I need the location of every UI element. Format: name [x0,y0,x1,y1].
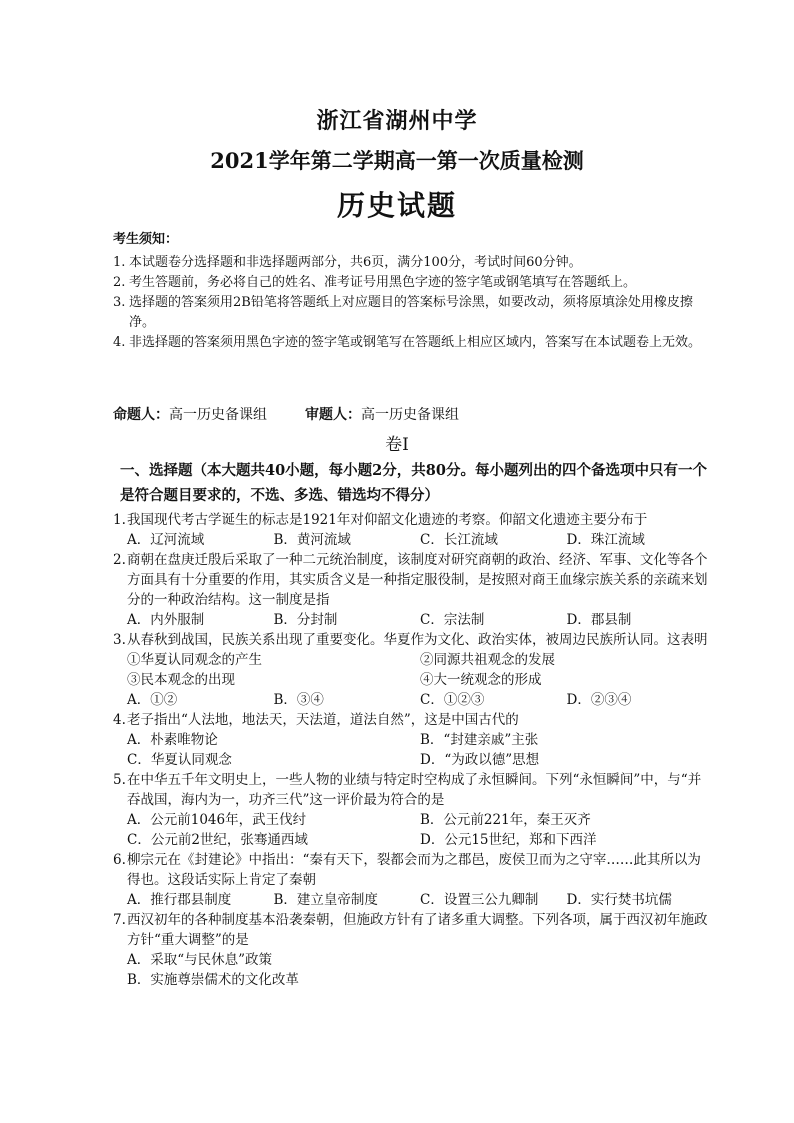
option: B．建立皇帝制度 [273,892,378,908]
question-item: 1. 我国现代考古学诞生的标志是1921年对仰韶文化遗迹的考察。仰韶文化遗迹主要分布于 [113,512,648,528]
question-options [113,690,713,710]
question-item: 6. 柳宗元在《封建论》中指出：“秦有天下，裂都会而为之郡邑，废侯卫而为之守宰……此其所以为得也。这段话实际上肯定了秦朝 [113,852,701,888]
school-title: 浙江省湖州中学 [316,108,478,134]
option: C．①②③ [420,692,485,708]
reviewer-name: 高一历史备课组 [361,407,459,423]
option: D．“为政以德”思想 [420,752,540,768]
question-item: 3. 从春秋到战国，民族关系出现了重要变化。华夏作为文化、政治实体，被周边民族所认同。这表明 [113,632,708,648]
option: A．朴素唯物论 [127,732,218,748]
statement: ③民本观念的出现 [127,672,235,688]
option: C．设置三公九卿制 [420,892,539,908]
option: D．郡县制 [566,612,632,628]
option: D．实行焚书坑儒 [566,892,672,908]
question-item: 2. 商朝在盘庚迁殷后采取了一种二元统治制度，该制度对研究商朝的政治、经济、军事、文化等各个方面具有十分重要的作用，其实质含义是一种指定服役制，是按照对商王血缘宗族关系的亲疏来划分的一种政治结构。这一制度是指 [113,552,708,608]
subject-title: 历史试题 [336,189,457,222]
option: B．“封建亲戚”主张 [420,732,539,748]
volume-heading: 卷Ⅰ [385,435,409,455]
authors-line [113,404,459,424]
option: C．长江流域 [420,532,498,548]
setter-name: 高一历史备课组 [169,407,267,423]
option: A．①② [127,692,178,708]
statement: ①华夏认同观念的产生 [127,652,262,668]
notice-item: 2. 考生答题前，务必将自己的姓名、准考证号用黑色字迹的签字笔或钢笔填写在答题纸上。 [113,275,637,290]
option: D．②③④ [566,692,632,708]
option: C．宗法制 [420,612,485,628]
question-options [113,830,713,850]
question-options [113,730,713,750]
question-options [113,950,713,970]
statement: ④大一统观念的形成 [420,672,542,688]
question-options [113,890,713,910]
option: A．采取“与民休息”政策 [127,952,273,968]
option: D．公元15世纪，郑和下西洋 [420,832,597,848]
section-heading: 一、选择题（本大题共40小题，每小题2分，共80分。每小题列出的四个备选项中只有一个是符合题目要求的，不选、多选、错选均不得分） [120,462,707,504]
option: A．公元前1046年，武王伐纣 [127,812,307,828]
question-options [113,970,713,990]
notice-item: 3. 选择题的答案须用2B铅笔将答题纸上对应题目的答案标号涂黑，如要改动，须将原填涂处用橡皮擦净。 [113,295,693,330]
option: C．公元前2世纪，张骞通西域 [127,832,308,848]
question-item: 4. 老子指出“人法地，地法天，天法道，道法自然”，这是中国古代的 [113,712,519,728]
option: C．华夏认同观念 [127,752,232,768]
option: B．黄河流域 [273,532,351,548]
option: B．分封制 [273,612,338,628]
notice-item: 4. 非选择题的答案须用黑色字迹的签字笔或钢笔写在答题纸上相应区域内，答案写在本试题卷上无效。 [113,335,702,350]
question-options [113,610,713,630]
option: D．珠江流域 [566,532,645,548]
option: A．推行郡县制度 [127,892,232,908]
statement: ②同源共祖观念的发展 [420,652,555,668]
question-list [113,510,713,990]
reviewer-label: 审题人： [305,407,361,423]
question-statements [113,650,713,670]
option: B．③④ [273,692,324,708]
option: B．公元前221年，秦王灭齐 [420,812,591,828]
notice-item: 1. 本试题卷分选择题和非选择题两部分，共6页，满分100分，考试时间60分钟。 [113,255,582,270]
option: B．实施尊崇儒术的文化改革 [127,972,299,988]
question-options [113,750,713,770]
question-item: 7. 西汉初年的各种制度基本沿袭秦朝，但施政方针有了诸多重大调整。下列各项，属于西汉初年施政方针“重大调整”的是 [113,912,708,948]
exam-notice [113,230,713,353]
question-options [113,810,713,830]
question-statements [113,670,713,690]
question-item: 5. 在中华五千年文明史上，一些人物的业绩与特定时空构成了永恒瞬间。下列“永恒瞬间”中，与“并吞战国，海内为一，功齐三代”这一评价最为符合的是 [113,772,702,808]
notice-title: 考生须知： [113,232,179,247]
question-options [113,530,713,550]
option: A．辽河流域 [127,532,205,548]
setter-label: 命题人： [113,407,169,423]
option: A．内外服制 [127,612,205,628]
term-title: 2021学年第二学期高一第一次质量检测 [210,148,584,173]
